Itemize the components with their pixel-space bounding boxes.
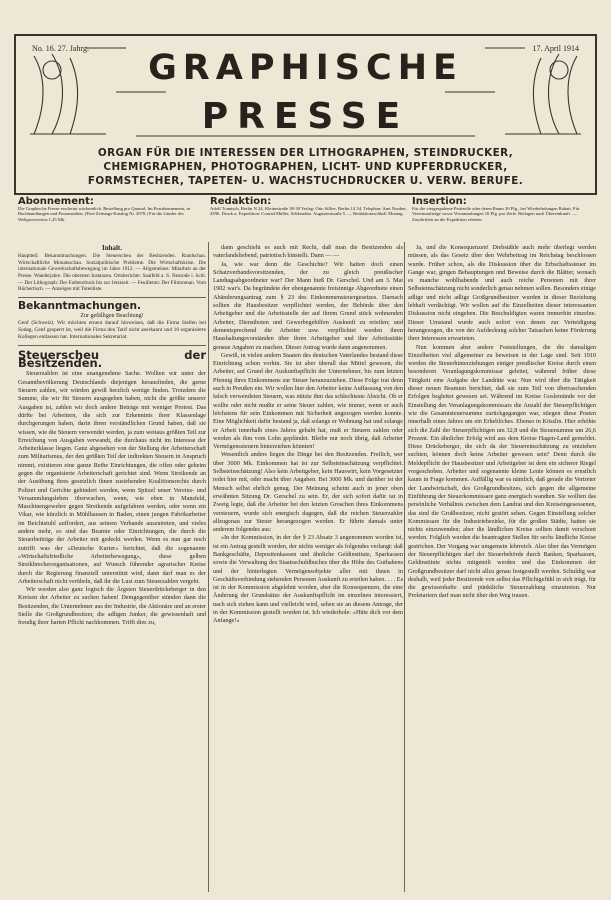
divider [18,297,206,298]
title-line-1: GRAPHISCHE [148,48,463,88]
subtitle-line: ORGAN FÜR DIE INTERESSEN DER LITHOGRAPHEN, STEINDRUCKER, [97,147,514,159]
article-title: Steuerscheu der Besitzenden. [18,347,206,371]
paragraph: Wir werden also ganz logisch die Ärgsten Steuerdrückeberger in den Kreisen der Arbeiter zu suchen haben! Demgegenüber stünden dann die Besitzenden, die Unternehmer aus der Industrie, die Aktionäre und an erster Stelle die Großgrundbesitzer, die adligen Junker, die gewissenhaft und freudig ihrer harten Pflicht nachkommen. Trifft dies zu, [18,586,206,627]
abonnement-text: Die Graphische Presse erscheint wöchentlich. Bestellung pro Quartal: Im Postabonnement, in Buchhandlungen und Postanstalten. (Post-Zeitungs-Katalog Nr. 3078.) Für die Länder des Weltpostvereins 1,25 Mk. [18,205,190,222]
inhalt-title: Inhalt. [101,244,123,252]
paragraph: Ja, und die Konsequenzen! Diebstähle auch mehr überlegt werden müssen, als das Gesetz über den Wehrbeitrag im Reichstag beschlossen wurde. Früher schon, als die Diskussion über die Erbschaftssteuer im Gange war, gingen Behauptungen und Beweise durch die Blätter, wonach es manche wohlhabende und auch reiche Personen mit ihrer Selbsteinschätzung nicht sonderlich genau nehmen sollen. Besonders einige adlige und nicht adlige Großgrundbesitzer wurden in dieser Beziehung lebhaft verdächtigt. Wir wollen auf die Einzelheiten dieser interessanten Diskussion nicht eingehen. Die Beschuldigten waren immerhin einzelne. Dieser Umstand wurde auch sofort von denen zur Verteidigung herangezogen, die von der Aufdeckung solcher Tatsachen keine Förderung ihrer Interessen erwarteten. [408,244,596,343]
insertion-text: Für die viergespaltene Petitzeile oder deren Raum 30 Pfg., bei Wiederholungen Rabatt. Für Vereinsaufträge sowie Versammlungen 10 Pfg. pro Zeile. Beilagen nach Übereinkunft. — Zuschriften an die Expedition erbeten. [412,205,580,222]
paragraph: Steuerzahlen ist eine unangenehme Sache. Wollten wir unter der Gesamtbevölkerung Deutschlands diejenigen herausfinden, die gerne Steuern zahlen, wir würden gewiß herzlich wenige finden. Trotzdem die Summe, die wir für Steuern ausgegeben haben, nicht die größte unserer Ausgaben ist, zahlen wir doch andere Beträge mit weniger Protest. Das dürfte bei Arbeitern, die sich zur Erkenntnis ihrer Klassenlage durchgerungen haben, darin ihren verständlichen Grund haben, daß sie wissen, wie die Steuern verwendet werden, ja zum weitaus größten Teil zur Erreichung von Ausgaben verwandt, die durchaus nicht im Interesse der Arbeiterklasse liegen. Ganz abgesehen von der Stellung der Arbeiterschaft zum Militarismus, der den größten Teil der indirekten Steuern in Anspruch nimmt, existieren eine ganze Reihe Einrichtungen, die offen oder geheim gegen die organisierte Arbeiterschaft gerichtet sind. Wenn Streikende an der Ausübung ihres gesetzlich ihnen zustehenden Koalitionsrechts durch Polizei und Gerichte gehindert werden, wenn Spitzel unser Vereins- und Versammlungsleben überwachen, wenn, wie eben in Mansfeld, Maschinengewehre gegen Streikende aufgefahren werden, oder wenn ein Vikar, wie kürzlich in Mühlhausen in Baden, einen jungen Fabrikarbeiter im Beichtstuhl auffordert, aus seinem Verbande auszutreten, und vieles andere mehr, so sind das Beamte oder Einrichtungen, die durch die Steuerbeiträge der Arbeiter mit gedeckt werden. Wenn es nun gar noch zutrifft was der »Deutsche Kurier« berichtet, daß die sogenannte »Wirtschaftsfriedliche Arbeiterbewegung«, diese gelben Streikbrecherorganisationen, auf Wunsch führender agrarischer Kreise durch die Regierung finanziell unterstützt wird, dann darf man es der Arbeiterschaft nicht verübeln, daß ihr die Lust zum Steuerzahlen vergeht. [18,370,206,585]
insertion-label: Insertion: [412,196,467,207]
issue-number: No. 16. 27. Jahrg. [32,44,89,53]
bekanntmachungen-title: Bekanntmachungen. [18,299,142,312]
inhalt-text: Hauptteil: Bekanntmachungen. Die Steuerscheu der Besitzenden. Rundschau. Wirtschaftliche Monatsschau. Sozialpolitische Probleme. Die Wirtschaftskrise. Die internationale Gewerkschaftsbewegung im Jahre 1912. — Allgemeines: Mitarbeit an der Presse. Wanderjahre. Die obersten Instanzen. Ortsberichte: Saalfeld a. S. Neurode i. Schl. — Der Lithograph: Der Farbendruck bis zur Jetztzeit. — Feuilleton: Der Filmroman. Vom Büchertisch. — Anzeigen mit Totenliste. [18,253,206,293]
redaktion-label: Redaktion: [210,196,272,207]
column-divider [208,242,209,892]
paragraph: dann geschieht es auch mit Recht, daß man die Besitzenden als vaterlandsliebend, patriotisch hinstellt. Dann — — [213,244,403,260]
paragraph: Ja, wie war denn die Geschichte? Wir hatten doch einen Schatzverbandsvorsitzenden, der zu gleich preußischer Landtagsabgeordneter war? Der Mann hieß Dr. Gerschel. Und am 3. Mai 1902 war's. Da begründete der ebengenannte freisinnige Abgeordnete einen Abänderungsantrag zum § 23 des Einkommensteuergesetzes. Darnach sollten die Hausbesitzer verpflichtet werden, der Behörde über den Arbeitgeber und die Arbeitsstelle der auf ihrem Grund stück wohnenden Arbeiter, Dienstboten und Gewerbegehilfen Auskunft zu erteilen; und dementsprechend die Arbeiter usw. verpflichtet werden ihren Haushaltungsvorständen über ihren Arbeitgeber und ihre Arbeitsstätte genaue Angaben zu machen. Dieser Antrag wurde dann angenommen. [213,260,403,351]
article-body [18,370,206,627]
article-body [213,244,403,626]
insertion-box [412,196,597,239]
title-line-2: PRESSE [201,96,410,137]
subtitle-line: CHEMIGRAPHEN, PHOTOGRAPHEN, LICHT- UND KUPFERDRUCKER, [103,161,508,173]
issue-date: 17. April 1914 [532,44,579,53]
abonnement-box [18,196,208,239]
paragraph: Nun kommen aber andere Feststellungen, die die damaligen Einzelheiten viel allgemeiner zu beweisen in der Lage sind. Seit 1910 werden die Steuerhinterziehungen einiger preußischer Kreise durch einen besonderen Veranlagungskommissar geleitet, während früher diese Tätigkeit eine Aufgabe der Landräte war. Nun wird über die Tätigkeit dieser neuen Beamten berichtet, daß sie zum Teil von überraschenden Erfolgen begleitet gewesen sei. Während im Kreise Goslemünde vor der Einstellung des Veranlagungskommissars die Anzahl der Steuerpflichtigen wie die Gesamtsteuersumme zurückgegangen war, stiegen diese Posten innerhalb eines Jahres um ein Erhebliches. Ebenso in Kösslin. Hier erhöhte sich die Zahl der Steuerpflichtigen um 32,8 und die Steuersumme um 26,6 Prozent. Ein ähnlicher Erfolg wird aus dem Kreise Hagen-Land gemeldet. Diese Drückeberger, die sich da der Steuereinschätzung zu entziehen suchten, können doch keine Arbeiter gewesen sein? Denn durch die Meldepflicht der Hausbesitzer und Arbeitgeber ist dem ein sicherer Riegel vorgeschoben. Arbeiter und sogenannte kleine Leute können es ernstlich kaum in Frage kommen. Auffällig war es nämlich, daß gerade die Vertreter der Landwirtschaft, des Großgrundbesitzes, sich gegen die allgemeine Einführung der Steuerkommissare ganz energisch wandten. Sie wollten das persönliche Verhältnis zwischen dem Landrat und den Kreiseingesessenen, das sind die Großbesitzer, nicht gestört sehen. Gegen Einstellung solcher Kommissare für die Industriebezirke, für die großen Städte, hatten sie nichts einzuwenden; aber die ländlichen Kreise sollten damit verschont werden. Folglich wurden die beantragten Stellen für sechs ländliche Kreise gestrichen. Der Vorgang war umgemein lehrreich. Also über das Vermögen der Steuerpflichtigen darf der Steuerbehörde durch Banken, Sparkassen, Geldinstitute nichts mitgeteilt werden und das Einkommen der Großgrundbesitzer darf nicht allzu genau festgestellt werden. Schuldig war deshalb, weil jeder Besitzende von selbst das Pflichtgefühl in sich trägt, für die gewissenhafte und pünktliche Steuerzahlung einzutreten. Nur Proletariern darf man nicht über den Weg trauen. [408,343,596,600]
column-1 [18,244,206,628]
subtitle-line: FORMSTECHER, TAPETEN- U. WACHSTUCHDRUCKER U. VERW. BERUFE. [87,175,524,187]
paragraph: Wesentlich anders liegen die Dinge bei den Besitzenden. Freilich, wer über 3000 Mk. Einkommen hat ist zur Selbsteinschätzung verpflichtet. Selbsteinschätzung! Also kein Arbeitgeber, kein Hauswirt, kein Vorgesetzter redet hier mit, oder macht über Angaben. Bei 3000 Mk. und darüber ist der Mensch selbst ehrlich genug. Der Meinung scheint auch in jener oben erwähnten Sitzung Dr. Gerschel zu sein. Er, der sich sofort dafür tat in Zweig legte, daß die Arbeiter bei den letzten Groschen ihres Einkommens versteuern, wurde sich energisch dagegen, daß die reichen Steuerzahler allzugenau zur Steuer herangezogen werden. Er führte damals unter anderem folgendes aus: [213,451,403,534]
column-2 [213,244,403,626]
article-body [408,244,596,601]
bekanntmachungen-head: Zur gefälligen Beachtung! [80,313,144,320]
column-3 [408,244,596,601]
redaktion-box [210,196,410,239]
subtitle [22,146,589,188]
redaktion-text: Adolf Tonnisch, Berlin N 24, Kleinestraße 38-39 Verlag: Otto Sillier, Berlin 14 34. Telephon: Amt Norden, 4396. Druck u. Expedition: Conrad Müller, Schkeuditz. Augustenstraße 5. — Redaktionsschluß: Montag. [210,205,407,217]
column-divider [404,242,405,892]
paragraph: »In der Kommission, in der der § 23 Absatz 3 angenommen worden ist, ist ein Antrag gestellt worden, der nichts weniger als folgendes verlangt: daß Bankgeschäfte, Depositenkassen und ähnliche Geldinstitute, Sparkassen sowie die Verwaltung des Staatsschuldbuches über die Höhe des Guthabens und der hinterlegten Vermögensobjekte aller mit ihnen in Geschäftsverbindung stehenden Personen Auskunft zu erteilen haben. . . . Es ist in der Kommission abgelehnt worden, aber die Konsequenzen, die eine Änderung der Grundsätze der Auskunftspflicht im einzelnen interessiert, nach sich ziehen kann und vielleicht wird, sehen sie an diesem Antrage, der in der Kommission gestellt worden ist. Ich wiederhole: »Hüte dich vor dem Anfange!« [213,534,403,625]
divider [18,345,206,346]
bekanntmachungen-text: Genf (Schweiz). Wir möchten erneut darauf hinweisen, daß die Firma Stellen bei Sodag, Genf gesperrt ist, weil die Firma den Tarif nicht anerkannt und 10 organisierte Kollegen entlassen hat. Internationales Sekretariat. [18,320,206,341]
abonnement-label: Abonnement: [18,196,94,207]
paragraph: Gewiß, in vielen andern Staaten des deutschen Vaterlandes bestand diese Einrichtung schon vorhin. Sie ist aber überall das Mittel gewesen, die Arbeiter, auf Grund der Auskunftspflicht der Unternehmer, bis zum letzten Pfennig ihres Einkommens zur Steuer heranzuziehen. Diese Folge trat denn auch in Preußen ein. Wir wollen hier den Arbeiter keine Auffassung von den falsch verwendeten Steuern, was nützte ihm das schlechteste Absicht. Ob er wollte oder nicht mußte er seine Steuer zahlen, wie immer, wenn er auch höchstens für sein Einkommen mit Sicherheit angezogen werden konnte. Eine Möglichkeit dafür bestand ja, daß solange er Wohnung hat und solange er Arbeit innerhalb eines Jahres gehabt hat, muß er Steuern zahlen oder werden als ihm vom Lohn gepfändet. Bleibe nur noch übrig, daß Arbeiter Vermögenssteuern hinterziehen könnten! [213,351,403,451]
masthead [14,34,597,195]
